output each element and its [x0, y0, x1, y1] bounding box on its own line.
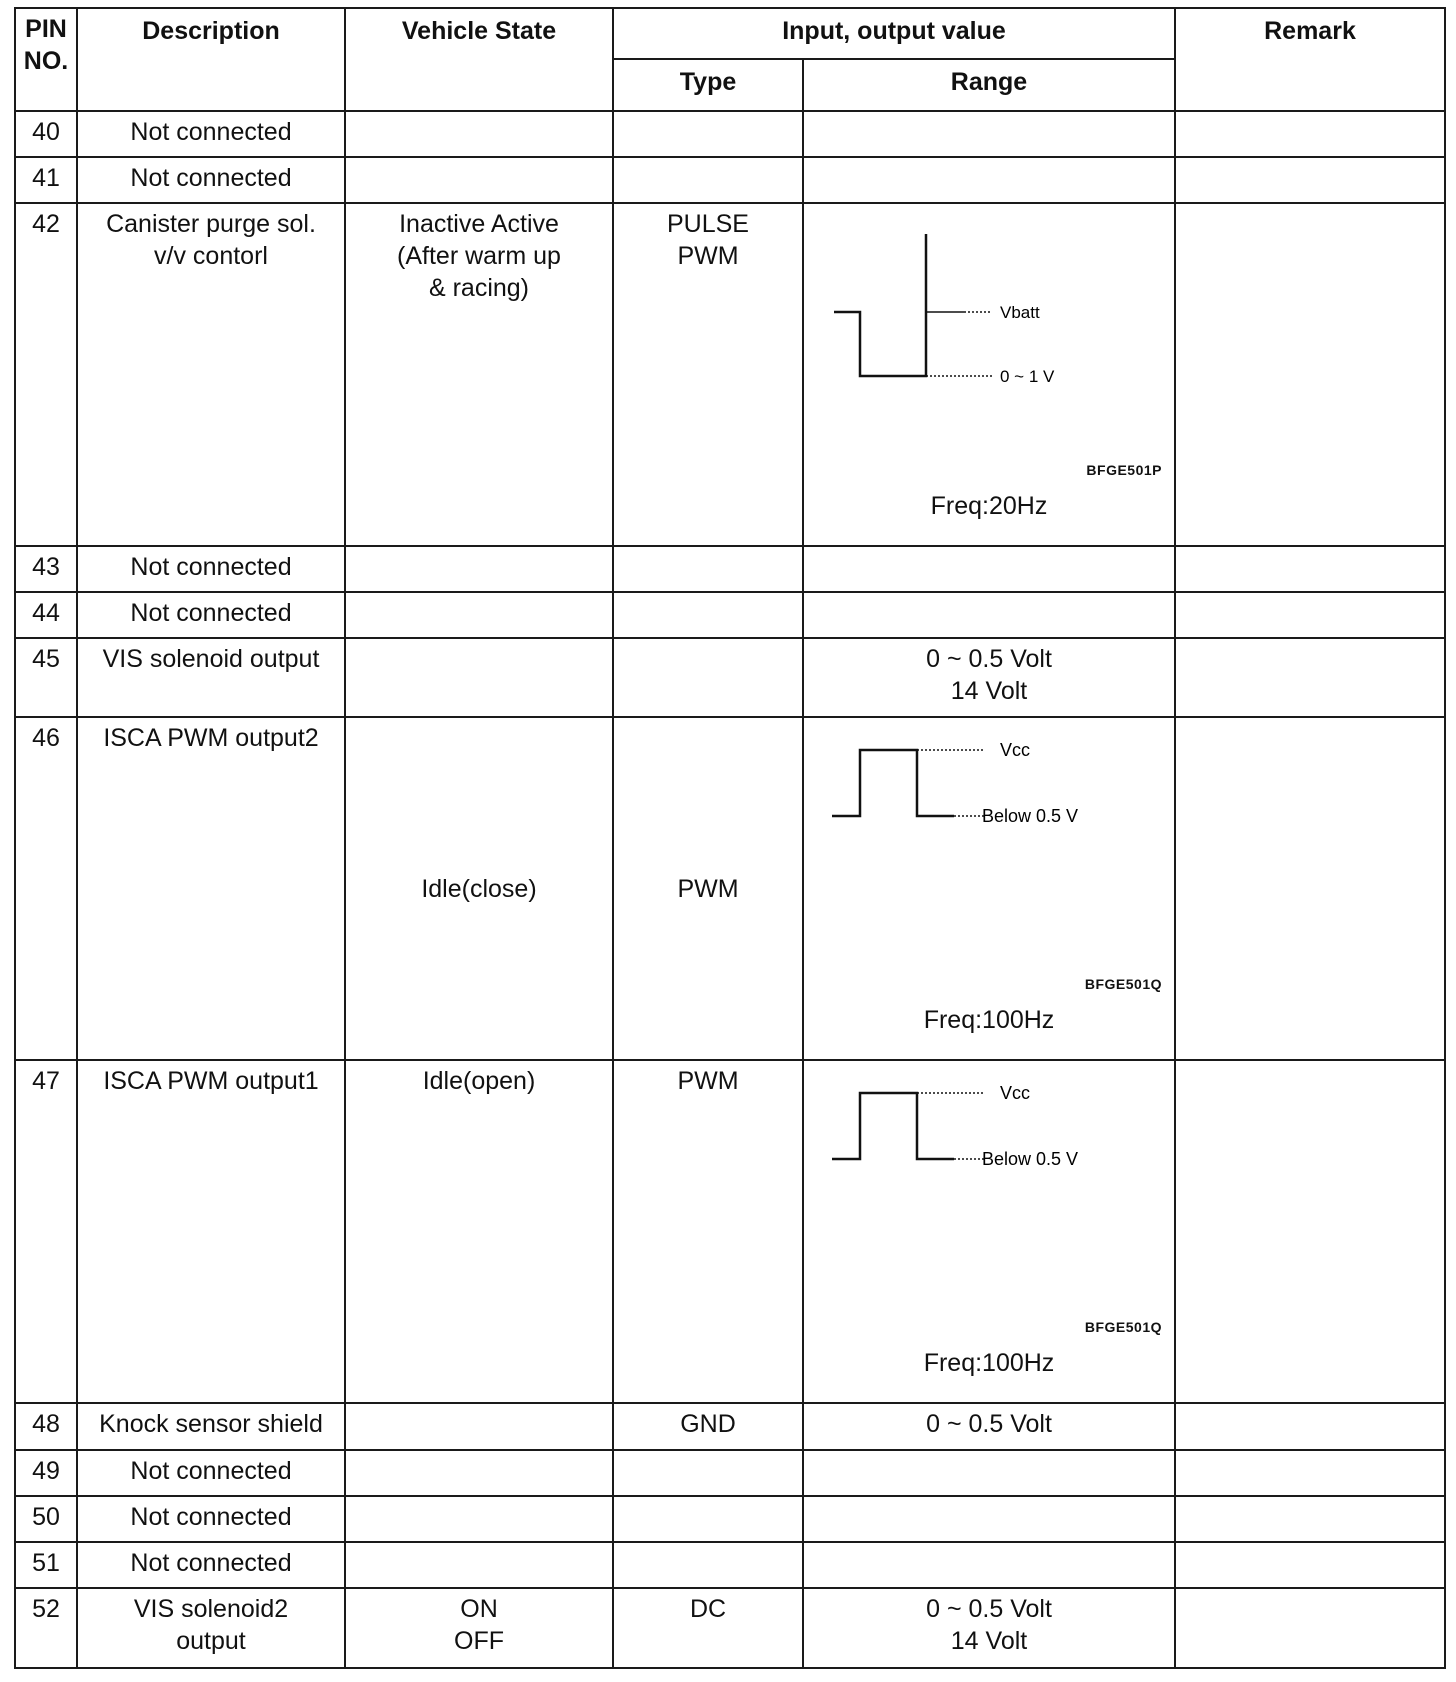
description-cell: ISCA PWM output2: [77, 717, 345, 1060]
remark-cell: [1175, 157, 1445, 203]
range-cell: 0 ~ 0.5 Volt 14 Volt: [803, 638, 1175, 717]
table-row: [15, 157, 1445, 203]
pin-number: 48: [15, 1403, 77, 1450]
state-cell: ON OFF: [345, 1588, 613, 1668]
range-cell: [803, 203, 1175, 546]
range-cell: [803, 546, 1175, 592]
remark-cell: [1175, 1450, 1445, 1496]
description-cell: Canister purge sol. v/v contorl: [77, 203, 345, 546]
header-io-value: Input, output value: [613, 8, 1175, 59]
range-cell: [803, 1542, 1175, 1588]
state-cell: [345, 111, 613, 157]
remark-cell: [1175, 1496, 1445, 1542]
header-row: [15, 8, 1445, 59]
wave-high-label: Vcc: [1000, 1083, 1031, 1103]
type-cell: [613, 1496, 803, 1542]
type-cell: PULSE PWM: [613, 203, 803, 546]
type-cell: [613, 592, 803, 638]
frequency-label: Freq:100Hz: [923, 1006, 1055, 1034]
remark-cell: [1175, 111, 1445, 157]
header-description: Description: [77, 8, 345, 111]
table-row: [15, 1450, 1445, 1496]
description-cell: Not connected: [77, 1450, 345, 1496]
state-cell: Idle(open): [345, 1060, 613, 1403]
type-cell: [613, 546, 803, 592]
table-row: [15, 1496, 1445, 1542]
table-row: [15, 638, 1445, 717]
type-cell: GND: [613, 1403, 803, 1450]
wave-low-label: Below 0.5 V: [982, 806, 1079, 826]
table-row: [15, 111, 1445, 157]
description-cell: Not connected: [77, 157, 345, 203]
pin-number: 50: [15, 1496, 77, 1542]
remark-cell: [1175, 1060, 1445, 1403]
wave-low-label: Below 0.5 V: [982, 1149, 1079, 1169]
pin-number: 44: [15, 592, 77, 638]
header-vehicle-state: Vehicle State: [345, 8, 613, 111]
type-cell: [613, 111, 803, 157]
state-cell: [345, 1450, 613, 1496]
remark-cell: [1175, 1542, 1445, 1588]
wave-low-label: 0 ~ 1 V: [1000, 367, 1055, 386]
description-cell: VIS solenoid output: [77, 638, 345, 717]
pin-number: 42: [15, 203, 77, 546]
state-cell: Inactive Active (After warm up & racing): [345, 203, 613, 546]
pin-number: 52: [15, 1588, 77, 1668]
pin-number: 43: [15, 546, 77, 592]
description-cell: Not connected: [77, 1496, 345, 1542]
description-cell: VIS solenoid2 output: [77, 1588, 345, 1668]
header-type: Type: [613, 59, 803, 111]
pin-number: 41: [15, 157, 77, 203]
type-cell: [613, 157, 803, 203]
description-cell: Not connected: [77, 111, 345, 157]
pin-number: 47: [15, 1060, 77, 1403]
remark-cell: [1175, 1403, 1445, 1450]
table-row: [15, 1060, 1445, 1403]
remark-cell: [1175, 717, 1445, 1060]
range-cell: [803, 592, 1175, 638]
remark-cell: [1175, 638, 1445, 717]
range-cell: [803, 111, 1175, 157]
type-cell: PWM: [613, 717, 803, 1060]
remark-cell: [1175, 203, 1445, 546]
header-range: Range: [803, 59, 1175, 111]
state-cell: [345, 592, 613, 638]
state-cell: [345, 638, 613, 717]
table-row: [15, 1403, 1445, 1450]
table-row: [15, 1542, 1445, 1588]
description-cell: Knock sensor shield: [77, 1403, 345, 1450]
description-cell: Not connected: [77, 546, 345, 592]
remark-cell: [1175, 546, 1445, 592]
frequency-label: Freq:20Hz: [930, 492, 1048, 520]
pin-table: [14, 7, 1446, 1669]
description-cell: Not connected: [77, 592, 345, 638]
pin-number: 51: [15, 1542, 77, 1588]
remark-cell: [1175, 592, 1445, 638]
header-pin-no: PIN NO.: [15, 8, 77, 111]
range-cell: [803, 157, 1175, 203]
state-cell: [345, 1496, 613, 1542]
range-cell: [803, 717, 1175, 1060]
pin-number: 45: [15, 638, 77, 717]
remark-cell: [1175, 1588, 1445, 1668]
figure-code: BFGE501Q: [1084, 976, 1162, 992]
table-row: [15, 717, 1445, 1060]
description-cell: ISCA PWM output1: [77, 1060, 345, 1403]
table-row: [15, 546, 1445, 592]
range-cell: [803, 1496, 1175, 1542]
table-row: [15, 1588, 1445, 1668]
state-cell: Idle(close): [345, 717, 613, 1060]
pin-number: 46: [15, 717, 77, 1060]
range-cell: 0 ~ 0.5 Volt 14 Volt: [803, 1588, 1175, 1668]
range-cell: [803, 1450, 1175, 1496]
state-cell: [345, 1542, 613, 1588]
figure-code: BFGE501P: [1086, 462, 1162, 478]
pin-number: 40: [15, 111, 77, 157]
header-remark: Remark: [1175, 8, 1445, 111]
type-cell: DC: [613, 1588, 803, 1668]
pin-number: 49: [15, 1450, 77, 1496]
type-cell: PWM: [613, 1060, 803, 1403]
figure-code: BFGE501Q: [1084, 1319, 1162, 1335]
wave-high-label: Vbatt: [1000, 303, 1040, 322]
state-cell: [345, 546, 613, 592]
range-cell: [803, 1060, 1175, 1403]
type-cell: [613, 1450, 803, 1496]
wave-high-label: Vcc: [1000, 740, 1031, 760]
type-cell: [613, 638, 803, 717]
type-cell: [613, 1542, 803, 1588]
range-cell: 0 ~ 0.5 Volt: [803, 1403, 1175, 1450]
description-cell: Not connected: [77, 1542, 345, 1588]
table-row: [15, 203, 1445, 546]
state-cell: [345, 1403, 613, 1450]
frequency-label: Freq:100Hz: [923, 1349, 1055, 1377]
state-cell: [345, 157, 613, 203]
table-row: [15, 592, 1445, 638]
